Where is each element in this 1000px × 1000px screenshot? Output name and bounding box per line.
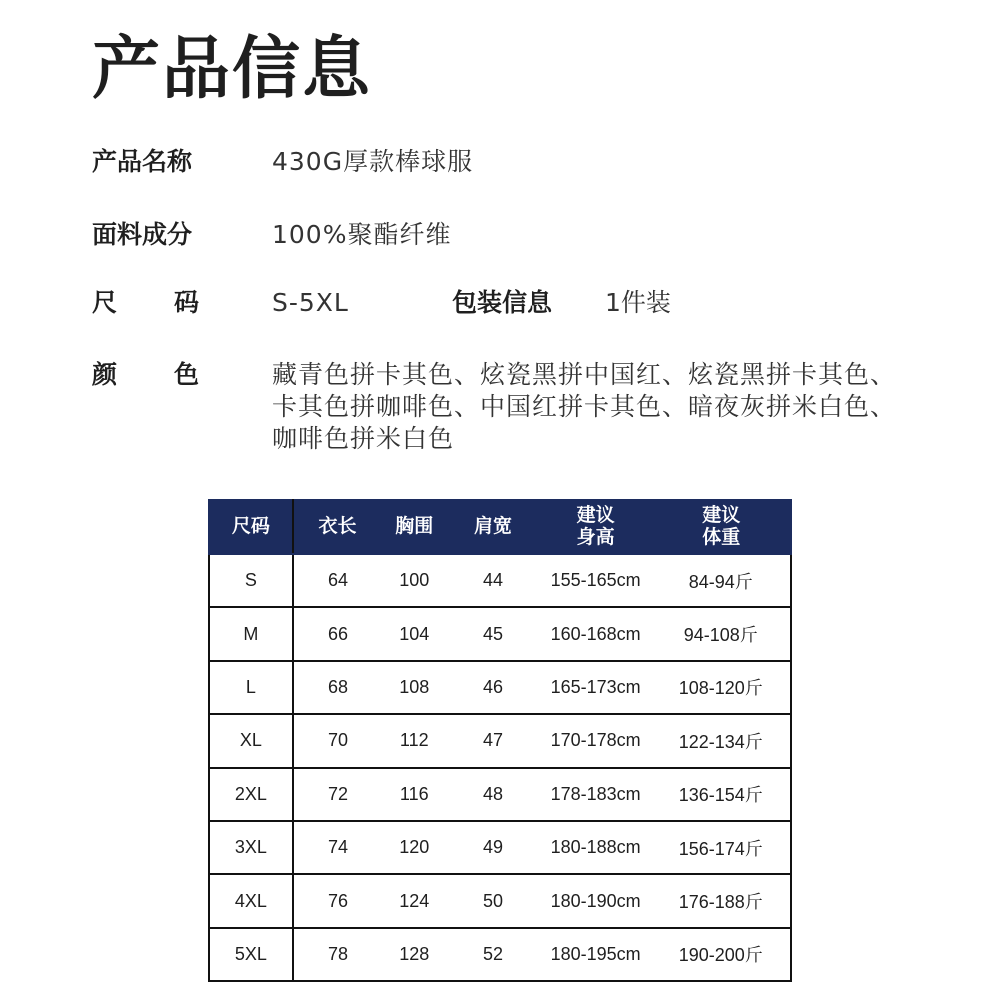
product-name-value: 430G厚款棒球服 [272,147,474,176]
cell-shoulder: 44 [446,554,540,607]
table-row [209,607,791,660]
colors-label-char-1: 颜 [92,360,118,389]
packaging-value: 1件装 [605,288,671,317]
colors-value [272,359,952,455]
header-weight-line-1: 建议 [702,505,741,526]
cell-length: 72 [293,768,383,821]
cell-length: 74 [293,821,383,874]
cell-weight: 94-108斤 [651,607,791,660]
cell-chest: 112 [382,714,446,767]
cell-size: M [209,607,293,660]
size-chart-table [208,499,792,982]
cell-size: 4XL [209,874,293,927]
header-chest: 胸围 [382,500,446,554]
cell-length: 76 [293,874,383,927]
table-row [209,554,791,607]
cell-length: 66 [293,607,383,660]
cell-size: L [209,661,293,714]
cell-chest: 124 [382,874,446,927]
cell-size: 5XL [209,928,293,981]
header-weight [651,500,791,554]
table-row [209,874,791,927]
colors-line-3: 咖啡色拼米白色 [272,424,455,453]
cell-chest: 104 [382,607,446,660]
cell-height: 155-165cm [540,554,652,607]
size-label-char-2: 码 [173,288,199,317]
header-size: 尺码 [209,500,293,554]
table-row [209,821,791,874]
cell-shoulder: 50 [446,874,540,927]
cell-size: XL [209,714,293,767]
cell-weight: 176-188斤 [651,874,791,927]
cell-length: 70 [293,714,383,767]
table-row [209,928,791,981]
cell-height: 165-173cm [540,661,652,714]
cell-size: 3XL [209,821,293,874]
fabric-label: 面料成分 [92,220,193,249]
cell-height: 180-190cm [540,874,652,927]
cell-length: 78 [293,928,383,981]
page-title: 产品信息 [92,30,373,109]
size-chart-header-row [209,500,791,554]
table-row [209,768,791,821]
cell-weight: 84-94斤 [651,554,791,607]
cell-weight: 108-120斤 [651,661,791,714]
colors-label [92,359,199,391]
fabric-value: 100%聚酯纤维 [272,220,452,249]
cell-length: 68 [293,661,383,714]
cell-weight: 136-154斤 [651,768,791,821]
header-length: 衣长 [293,500,383,554]
cell-height: 178-183cm [540,768,652,821]
colors-label-char-2: 色 [173,360,199,389]
cell-weight: 156-174斤 [651,821,791,874]
header-weight-line-2: 体重 [702,527,741,548]
cell-shoulder: 52 [446,928,540,981]
table-row [209,714,791,767]
header-shoulder: 肩宽 [446,500,540,554]
cell-chest: 120 [382,821,446,874]
cell-chest: 100 [382,554,446,607]
cell-shoulder: 45 [446,607,540,660]
cell-length: 64 [293,554,383,607]
size-value: S-5XL [272,288,349,317]
cell-chest: 116 [382,768,446,821]
cell-weight: 122-134斤 [651,714,791,767]
packaging-label: 包装信息 [452,288,553,317]
header-height-line-2: 身高 [576,527,615,548]
cell-shoulder: 49 [446,821,540,874]
cell-shoulder: 46 [446,661,540,714]
cell-shoulder: 48 [446,768,540,821]
cell-chest: 108 [382,661,446,714]
cell-chest: 128 [382,928,446,981]
cell-size: 2XL [209,768,293,821]
size-label-char-1: 尺 [92,288,118,317]
cell-height: 180-195cm [540,928,652,981]
cell-shoulder: 47 [446,714,540,767]
header-height-line-1: 建议 [576,505,615,526]
header-height [540,500,652,554]
colors-line-1: 藏青色拼卡其色、炫瓷黑拼中国红、炫瓷黑拼卡其色、 [272,360,897,389]
size-label [92,287,199,319]
cell-size: S [209,554,293,607]
colors-line-2: 卡其色拼咖啡色、中国红拼卡其色、暗夜灰拼米白色、 [272,392,897,421]
cell-height: 160-168cm [540,607,652,660]
cell-height: 180-188cm [540,821,652,874]
cell-height: 170-178cm [540,714,652,767]
cell-weight: 190-200斤 [651,928,791,981]
table-row [209,661,791,714]
product-name-label: 产品名称 [92,147,193,176]
